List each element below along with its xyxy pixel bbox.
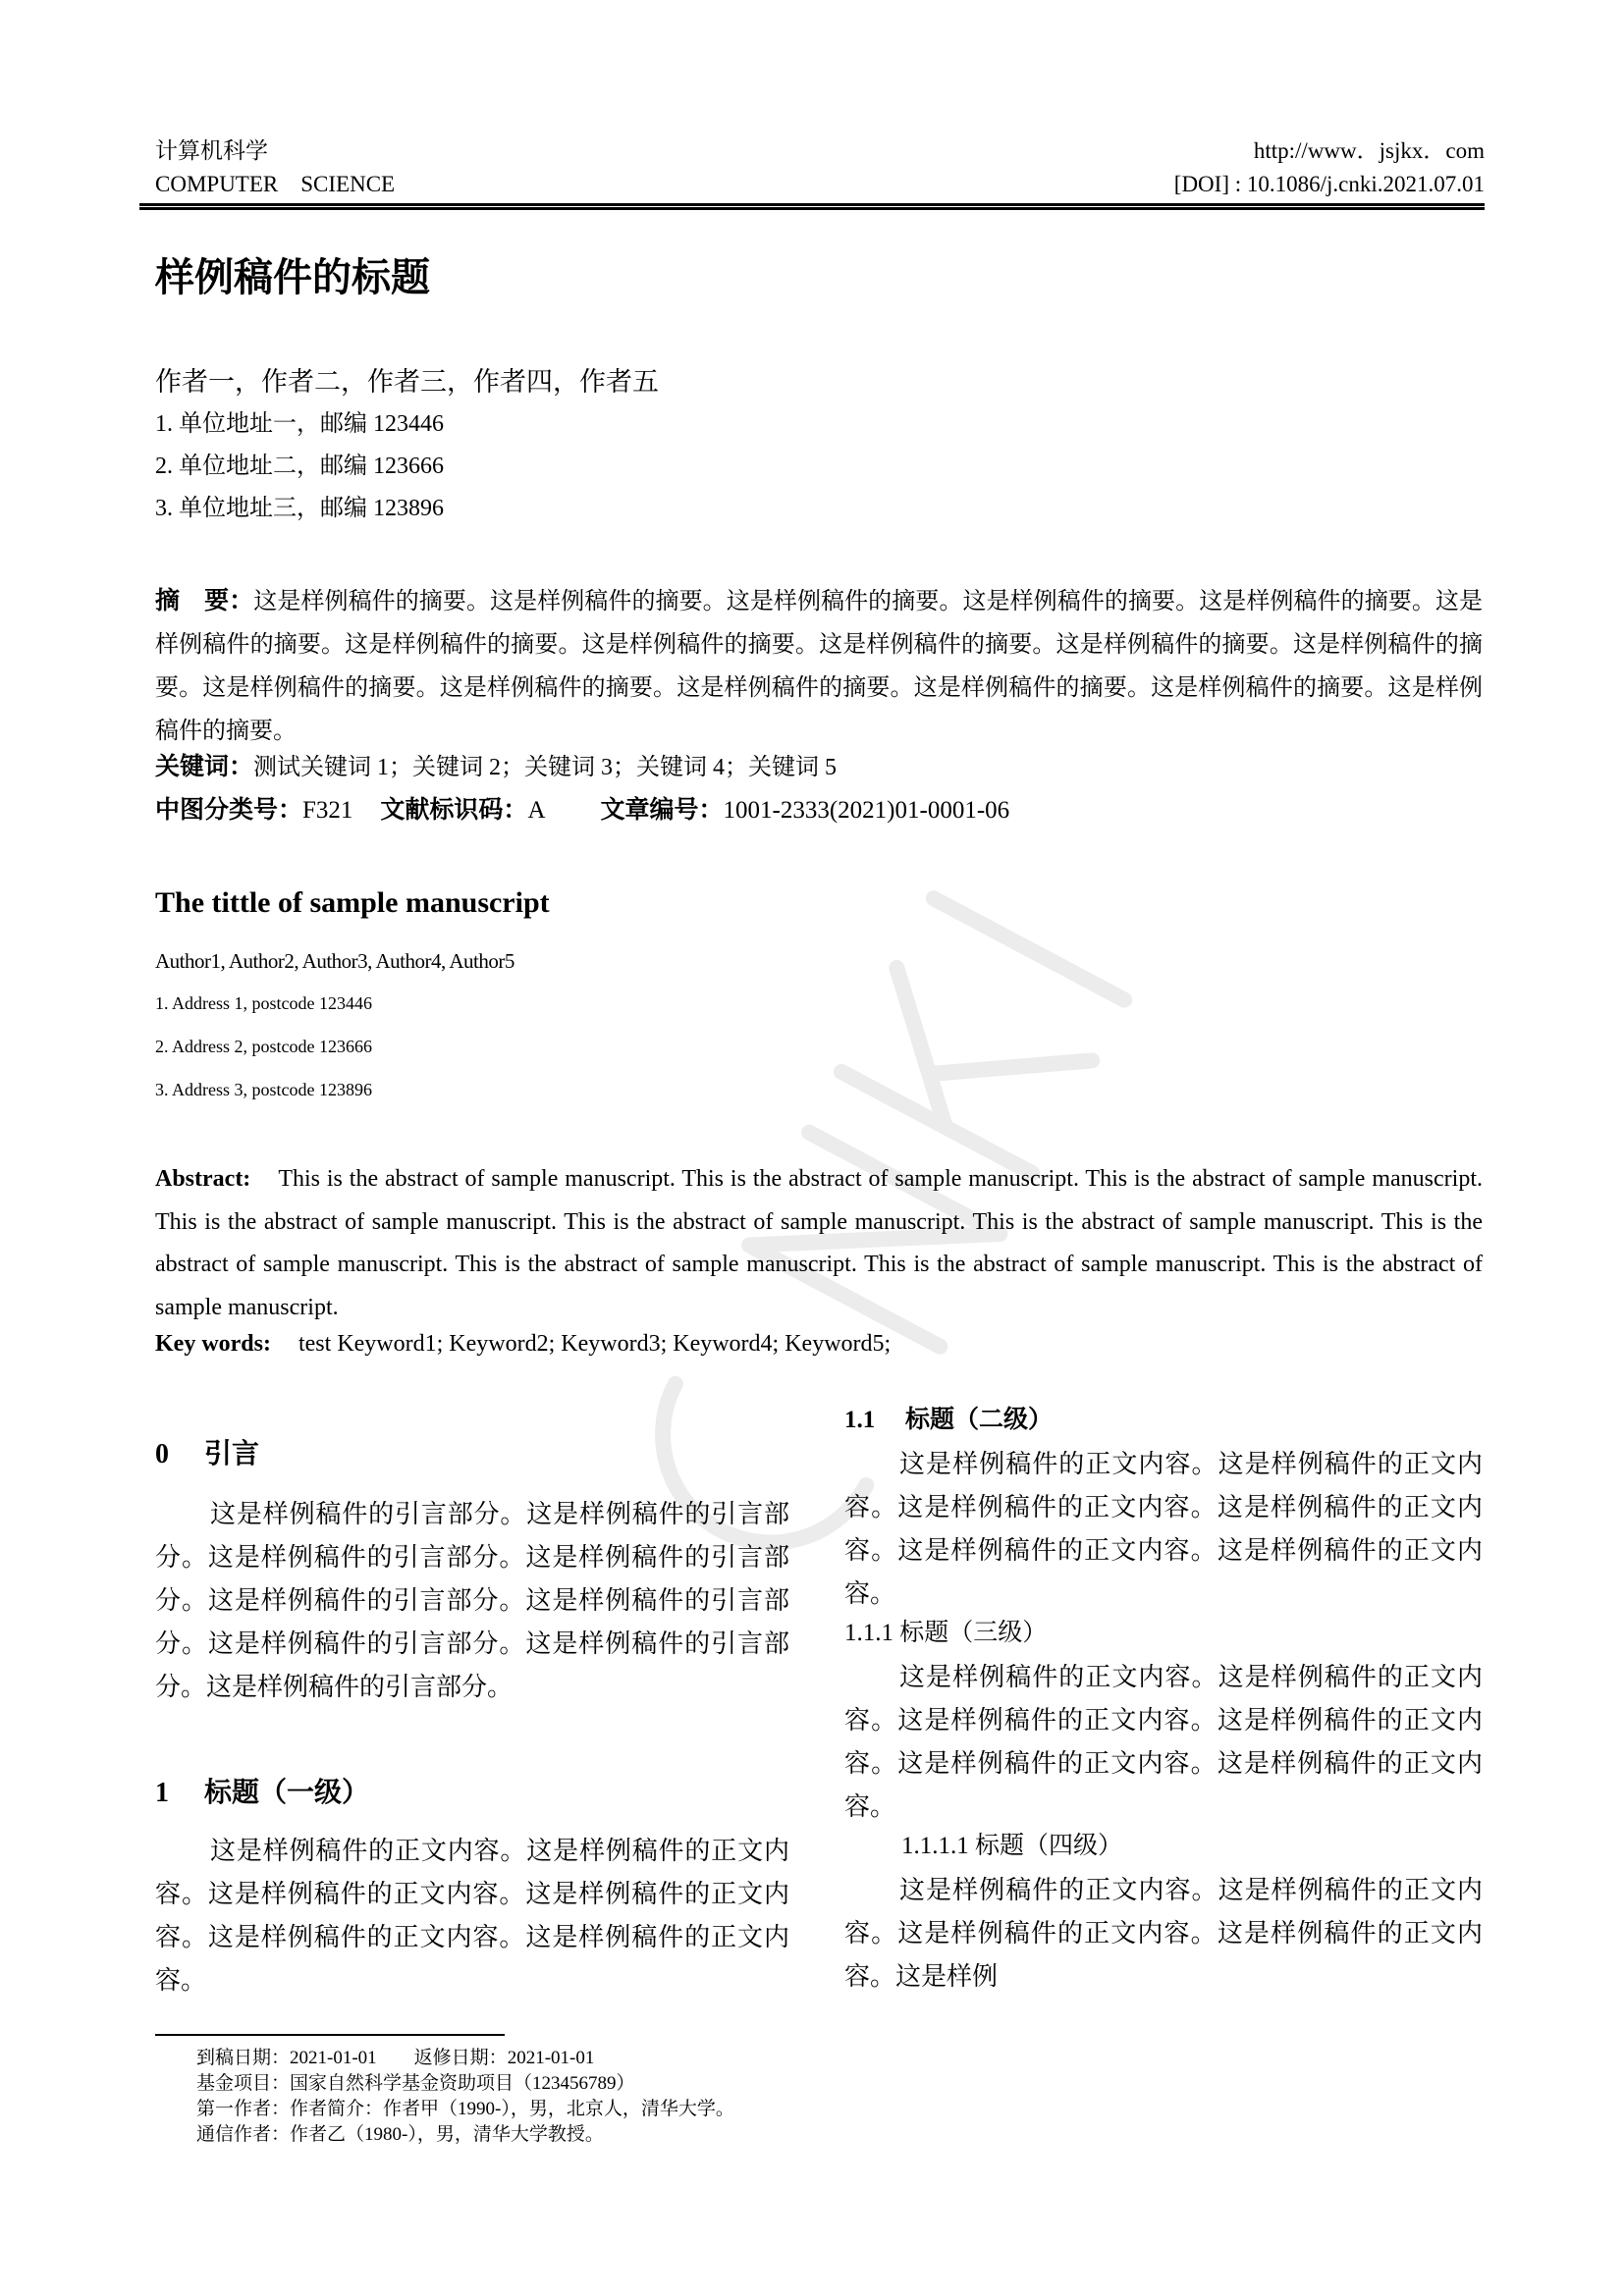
keywords-en-label: Key words:: [155, 1331, 271, 1357]
affiliation-en-3: 3. Address 3, postcode 123896: [155, 1080, 372, 1099]
section-1-1-text: 这是样例稿件的正文内容。这是样例稿件的正文内容。这是样例稿件的正文内容。这是样例稿件的正文内容。这是样例稿件的正文内容。这是样例稿件的正文内容。: [844, 1450, 1483, 1608]
section-1-1-1-1-heading: 1.1.1.1 标题（四级）: [901, 1833, 1123, 1859]
section-1-1-heading: [844, 1402, 1483, 1438]
keywords-cn-label: 关键词：: [155, 752, 254, 780]
section-1-1-title: 标题（二级）: [905, 1405, 1054, 1433]
keywords-cn: [155, 750, 837, 784]
abstract-cn-text: 这是样例稿件的摘要。这是样例稿件的摘要。这是样例稿件的摘要。这是样例稿件的摘要。这是样例稿件的摘要。这是样例稿件的摘要。这是样例稿件的摘要。这是样例稿件的摘要。这是样例稿件的摘要。这是样例稿件的摘要。这是样例稿件的摘要。这是样例稿件的摘要。这是样例稿件的摘要。这是样例稿件的摘要。这是样例稿件的摘要。这是样例稿件的摘要。这是样例稿件的摘要。: [155, 589, 1483, 744]
abstract-cn: [155, 579, 1483, 753]
section-1-heading: [155, 1773, 789, 1813]
received-label: 到稿日期：: [196, 2048, 291, 2068]
keywords-en-text: test Keyword1; Keyword2; Keyword3; Keyword4; Keyword5;: [298, 1331, 892, 1357]
clc-label: 中图分类号：: [155, 795, 303, 824]
doc-code-label: 文献标识码：: [380, 795, 528, 824]
keywords-en: [155, 1327, 891, 1361]
section-1-1-number: 1.1: [844, 1407, 876, 1433]
paper-title-cn: 样例稿件的标题: [155, 255, 430, 300]
revised-label: 返修日期：: [413, 2048, 508, 2068]
section-1-title: 标题（一级）: [204, 1776, 370, 1808]
header-rule-top: [139, 203, 1485, 206]
affiliation-cn-2: 2. 单位地址二，邮编 123666: [155, 454, 444, 479]
doi: [DOI] : 10.1086/j.cnki.2021.07.01: [1173, 172, 1485, 196]
footnote-dates: [196, 2046, 594, 2071]
journal-name-cn: 计算机科学: [155, 138, 268, 163]
section-0-title: 引言: [204, 1437, 260, 1469]
affiliation-en-1: 1. Address 1, postcode 123446: [155, 993, 372, 1013]
section-0-text: 这是样例稿件的引言部分。这是样例稿件的引言部分。这是样例稿件的引言部分。这是样例稿件的引言部分。这是样例稿件的引言部分。这是样例稿件的引言部分。这是样例稿件的引言部分。这是样例稿件的引言部分。这是样例稿件的引言部分。: [155, 1500, 789, 1701]
classification-line: [155, 793, 1009, 828]
article-no-value: 1001-2333(2021)01-0001-06: [723, 797, 1010, 824]
affiliation-cn-1: 1. 单位地址一，邮编 123446: [155, 411, 444, 437]
clc-value: F321: [302, 797, 353, 824]
footnote-fund: 基金项目：国家自然科学基金资助项目（123456789）: [196, 2073, 635, 2094]
header-rule-bottom: [139, 207, 1485, 210]
authors-en: Author1, Author2, Author3, Author4, Author5: [155, 949, 514, 973]
section-1-text: 这是样例稿件的正文内容。这是样例稿件的正文内容。这是样例稿件的正文内容。这是样例稿件的正文内容。这是样例稿件的正文内容。这是样例稿件的正文内容。: [155, 1837, 789, 1995]
abstract-en-label: Abstract:: [155, 1166, 251, 1192]
footnote-first-author: 第一作者：作者简介：作者甲（1990-），男，北京人，清华大学。: [196, 2099, 734, 2119]
journal-url[interactable]: http://www．jsjkx．com: [1253, 138, 1485, 163]
footnote-rule: [155, 2034, 505, 2036]
authors-cn: 作者一，作者二，作者三，作者四，作者五: [155, 367, 659, 398]
section-1-number: 1: [155, 1778, 169, 1808]
section-0-heading: [155, 1434, 789, 1474]
journal-name-en: COMPUTER SCIENCE: [155, 172, 396, 196]
received-date: 2021-01-01: [290, 2048, 377, 2068]
affiliation-cn-3: 3. 单位地址三，邮编 123896: [155, 496, 444, 521]
footnote-corresponding-author: 通信作者：作者乙（1980-），男，清华大学教授。: [196, 2124, 604, 2145]
affiliation-en-2: 2. Address 2, postcode 123666: [155, 1037, 372, 1056]
doc-code-value: A: [527, 797, 546, 824]
section-1-1-1-1-text: 这是样例稿件的正文内容。这是样例稿件的正文内容。这是样例稿件的正文内容。这是样例稿件的正文内容。这是样例: [844, 1876, 1483, 1991]
abstract-cn-label: 摘 要：: [155, 586, 254, 614]
keywords-cn-text: 测试关键词 1；关键词 2；关键词 3；关键词 4；关键词 5: [253, 755, 838, 780]
section-1-1-1-heading: 1.1.1 标题（三级）: [844, 1620, 1048, 1646]
revised-date: 2021-01-01: [507, 2048, 595, 2068]
section-1-1-1-text: 这是样例稿件的正文内容。这是样例稿件的正文内容。这是样例稿件的正文内容。这是样例稿件的正文内容。这是样例稿件的正文内容。这是样例稿件的正文内容。: [844, 1663, 1483, 1821]
article-no-label: 文章编号：: [600, 795, 724, 824]
section-0-number: 0: [155, 1439, 169, 1469]
abstract-en: [155, 1158, 1483, 1329]
paper-title-en: The tittle of sample manuscript: [155, 886, 550, 919]
abstract-en-text: This is the abstract of sample manuscript. This is the abstract of sample manuscript. This is the abstract of sample manuscript. This is the abstract of sample manuscript. This is the abstract of sample manuscript. This is the abstract of sample manuscript. This is the abstract of sample manuscript. This is the abstract of sample manuscript. This is the abstract of sample manuscript. This is the abstract of sample manuscript.: [155, 1166, 1483, 1320]
